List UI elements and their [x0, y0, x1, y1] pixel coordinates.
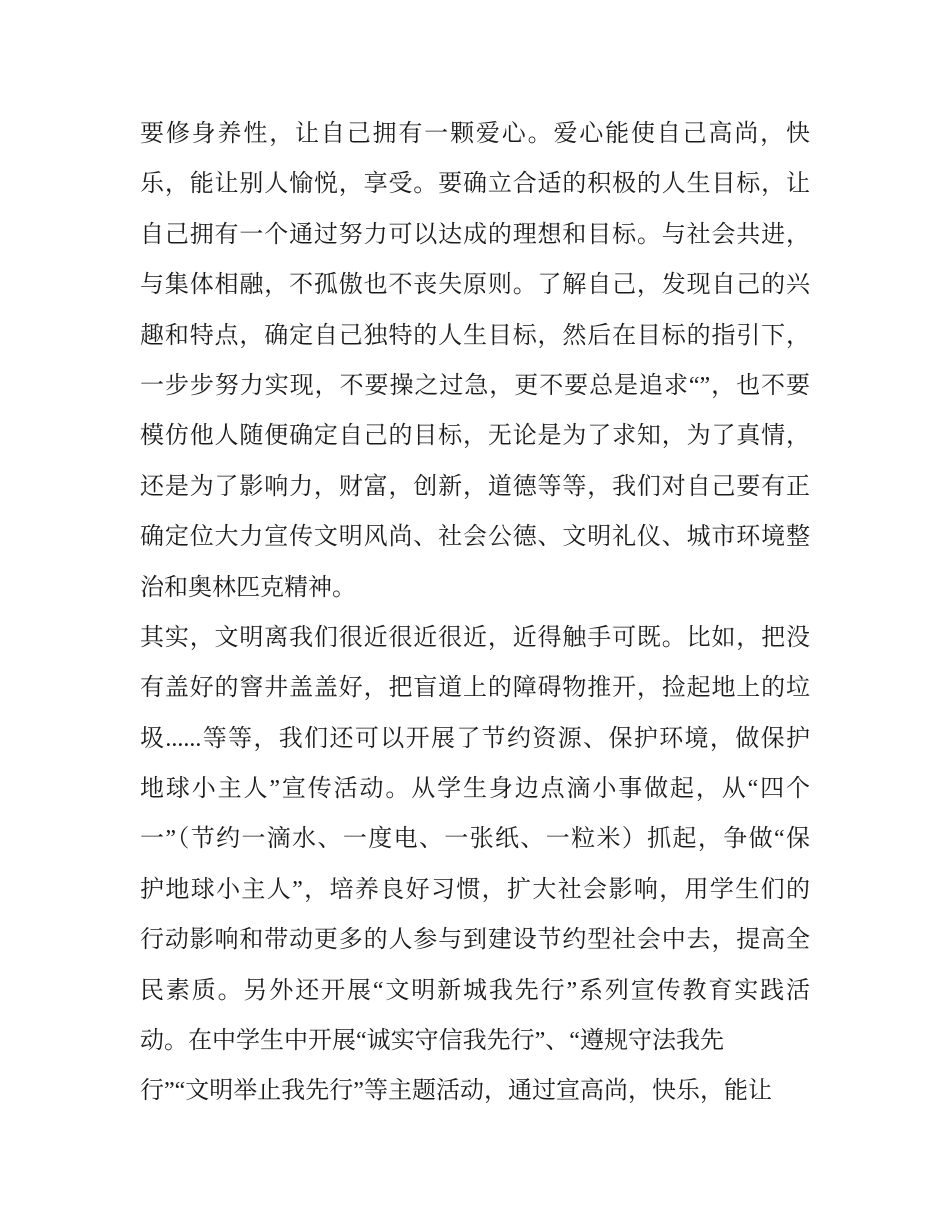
- text-line: 民素质。另外还开展“文明新城我先行”系列宣传教育实践活: [140, 977, 810, 1004]
- text-line: 与集体相融，不孤傲也不丧失原则。了解自己，发现自己的兴: [140, 272, 810, 299]
- text-line: 有盖好的窨井盖盖好，把盲道上的障碍物推开，捡起地上的垃: [140, 675, 810, 702]
- text-line: 护地球小主人”，培养良好习惯，扩大社会影响，用学生们的: [140, 876, 810, 903]
- text-line: 一步步努力实现，不要操之过急，更不要总是追求“”，也不要: [140, 372, 810, 399]
- text-line: 圾......等等，我们还可以开展了节约资源、保护环境，做保护: [140, 725, 810, 752]
- text-line: 确定位大力宣传文明风尚、社会公德、文明礼仪、城市环境整: [140, 524, 810, 551]
- text-line: 还是为了影响力，财富，创新，道德等等，我们对自己要有正: [140, 473, 810, 500]
- text-line: 行”“文明举止我先行”等主题活动，通过宣高尚，快乐，能让: [140, 1078, 772, 1105]
- document-body: [140, 109, 810, 1117]
- text-line: 行动影响和带动更多的人参与到建设节约型社会中去，提高全: [140, 927, 810, 954]
- paragraph-2: [140, 613, 810, 1117]
- text-line: 一”（节约一滴水、一度电、一张纸、一粒米）抓起，争做“保: [140, 826, 810, 853]
- text-line: 模仿他人随便确定自己的目标，无论是为了求知，为了真情，: [140, 423, 810, 450]
- text-line: 治和奥林匹克精神。: [140, 574, 356, 601]
- text-line: 趣和特点，确定自己独特的人生目标，然后在目标的指引下，: [140, 322, 810, 349]
- text-line: 自己拥有一个通过努力可以达成的理想和目标。与社会共进，: [140, 221, 810, 248]
- text-line: 动。在中学生中开展“诚实守信我先行”、“遵规守法我先: [140, 1028, 724, 1055]
- text-line: 要修身养性，让自己拥有一颗爱心。爱心能使自己高尚，快: [140, 121, 810, 147]
- text-line: 其实，文明离我们很近很近很近，近得触手可既。比如，把没: [140, 624, 810, 651]
- paragraph-1: [140, 109, 810, 613]
- text-line: 地球小主人”宣传活动。从学生身边点滴小事做起，从“四个: [140, 776, 810, 803]
- text-line: 乐，能让别人愉悦，享受。要确立合适的积极的人生目标，让: [140, 171, 810, 198]
